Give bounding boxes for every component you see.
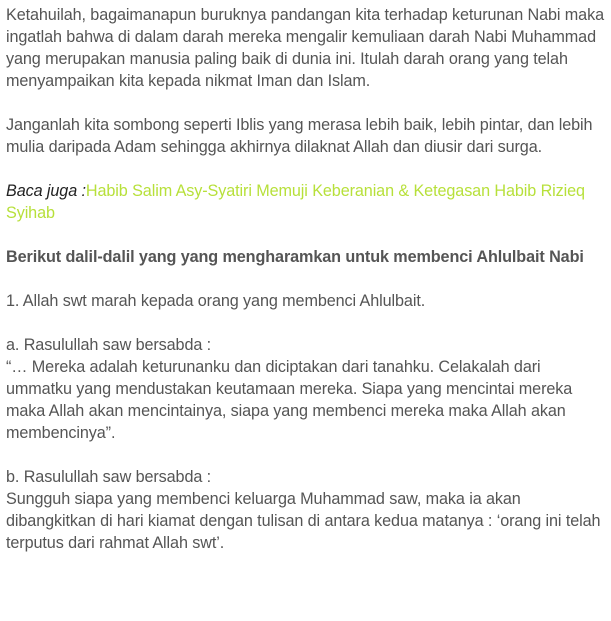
section-heading: Berikut dalil-dalil yang yang mengharamkan untuk membenci Ahlulbait Nabi xyxy=(6,248,584,266)
hadith-a-intro: a. Rasulullah saw bersabda : xyxy=(6,336,212,354)
read-also-link[interactable]: Habib Salim Asy-Syatiri Memuji Keberanian & Ketegasan Habib Rizieq Syihab xyxy=(6,182,585,222)
point-1: 1. Allah swt marah kepada orang yang membenci Ahlulbait. xyxy=(6,292,426,310)
hadith-b-text: Sungguh siapa yang membenci keluarga Muhammad saw, maka ia akan dibangkitkan di hari kiamat dengan tulisan di antara kedua matanya : ‘orang ini telah terputus dari rahmat Allah swt’. xyxy=(6,490,601,552)
hadith-a-text: “… Mereka adalah keturunanku dan diciptakan dari tanahku. Celakalah dari ummatku yang mendustakan keutamaan mereka. Siapa yang mencintai mereka maka Allah akan mencintainya, siapa yang membenci mereka maka Allah akan membencinya”. xyxy=(6,358,573,442)
read-also xyxy=(6,180,606,224)
paragraph-keturunan-nabi: Ketahuilah, bagaimanapun buruknya pandangan kita terhadap keturunan Nabi maka ingatlah bahwa di dalam darah mereka mengalir kemuliaan darah Nabi Muhammad yang merupakan manusia paling baik di dunia ini. Itulah darah orang yang telah menyampaikan kita kepada nikmat Iman dan Islam. xyxy=(6,6,604,90)
paragraph-jangan-sombong: Janganlah kita sombong seperti Iblis yang merasa lebih baik, lebih pintar, dan lebih mulia daripada Adam sehingga akhirnya dilaknat Allah dan diusir dari surga. xyxy=(6,116,593,156)
read-also-label: Baca juga : xyxy=(6,182,86,200)
hadith-b-intro: b. Rasulullah saw bersabda : xyxy=(6,468,212,486)
